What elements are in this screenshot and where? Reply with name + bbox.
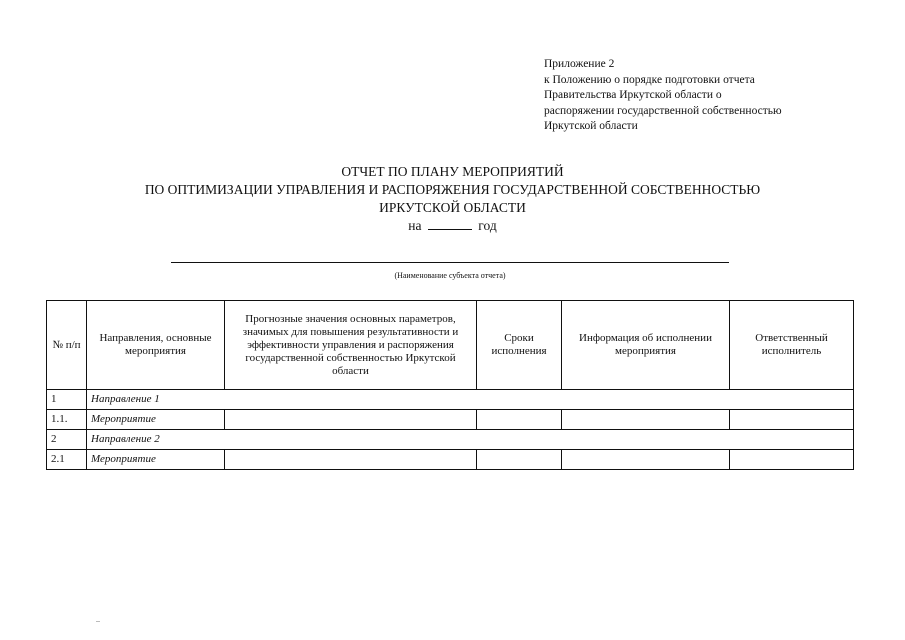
- subject-caption: (Наименование субъекта отчета): [394, 271, 506, 280]
- appendix-line: Иркутской области: [544, 120, 638, 132]
- table-row-activity: [47, 410, 854, 430]
- row-number: 2.1: [47, 450, 87, 470]
- title-line-3: ИРКУТСКОЙ ОБЛАСТИ: [379, 200, 526, 215]
- row-direction-label: Направление 2: [87, 430, 854, 450]
- appendix-line: Правительства Иркутской области о: [544, 89, 722, 101]
- cell-deadline[interactable]: [477, 410, 562, 430]
- row-activity-label: Мероприятие: [87, 410, 225, 430]
- table-row-direction: [47, 430, 854, 450]
- document-title: [0, 163, 905, 235]
- cell-execution-info[interactable]: [562, 450, 730, 470]
- scan-speck: [96, 621, 100, 622]
- row-number: 2: [47, 430, 87, 450]
- appendix-note: [544, 57, 782, 135]
- cell-execution-info[interactable]: [562, 410, 730, 430]
- row-direction-label: Направление 1: [87, 390, 854, 410]
- header-deadlines: Сроки исполнения: [477, 301, 562, 390]
- header-forecast-values: Прогнозные значения основных параметров, значимых для повышения результативности и эффективности управления и распоряжения государственной собственностью Иркутской области: [225, 301, 477, 390]
- table-row-activity: [47, 450, 854, 470]
- cell-forecast[interactable]: [225, 410, 477, 430]
- table-row-direction: [47, 390, 854, 410]
- appendix-line: к Положению о порядке подготовки отчета: [544, 73, 755, 86]
- row-activity-label: Мероприятие: [87, 450, 225, 470]
- cell-deadline[interactable]: [477, 450, 562, 470]
- table-header-row: [47, 301, 854, 390]
- appendix-line: распоряжении государственной собственностью: [544, 104, 782, 117]
- year-suffix: год: [478, 218, 497, 233]
- cell-forecast[interactable]: [225, 450, 477, 470]
- title-line-1: ОТЧЕТ ПО ПЛАНУ МЕРОПРИЯТИЙ: [341, 164, 564, 179]
- title-line-2: ПО ОПТИМИЗАЦИИ УПРАВЛЕНИЯ И РАСПОРЯЖЕНИЯ ГОСУДАРСТВЕННОЙ СОБСТВЕННОСТЬЮ: [144, 182, 761, 197]
- year-prefix: на: [408, 218, 422, 233]
- header-execution-info: Информация об исполнении мероприятия: [562, 301, 730, 390]
- cell-responsible[interactable]: [730, 450, 854, 470]
- row-number: 1.1.: [47, 410, 87, 430]
- header-directions: Направления, основные мероприятия: [87, 301, 225, 390]
- row-number: 1: [47, 390, 87, 410]
- plan-table: [46, 300, 854, 470]
- header-responsible: Ответственный исполнитель: [730, 301, 854, 390]
- title-year-line: [0, 217, 905, 235]
- subject-blank-line: [171, 262, 729, 263]
- appendix-line: Приложение 2: [544, 58, 615, 70]
- cell-responsible[interactable]: [730, 410, 854, 430]
- header-number: № п/п: [47, 301, 87, 390]
- year-blank: [428, 217, 472, 230]
